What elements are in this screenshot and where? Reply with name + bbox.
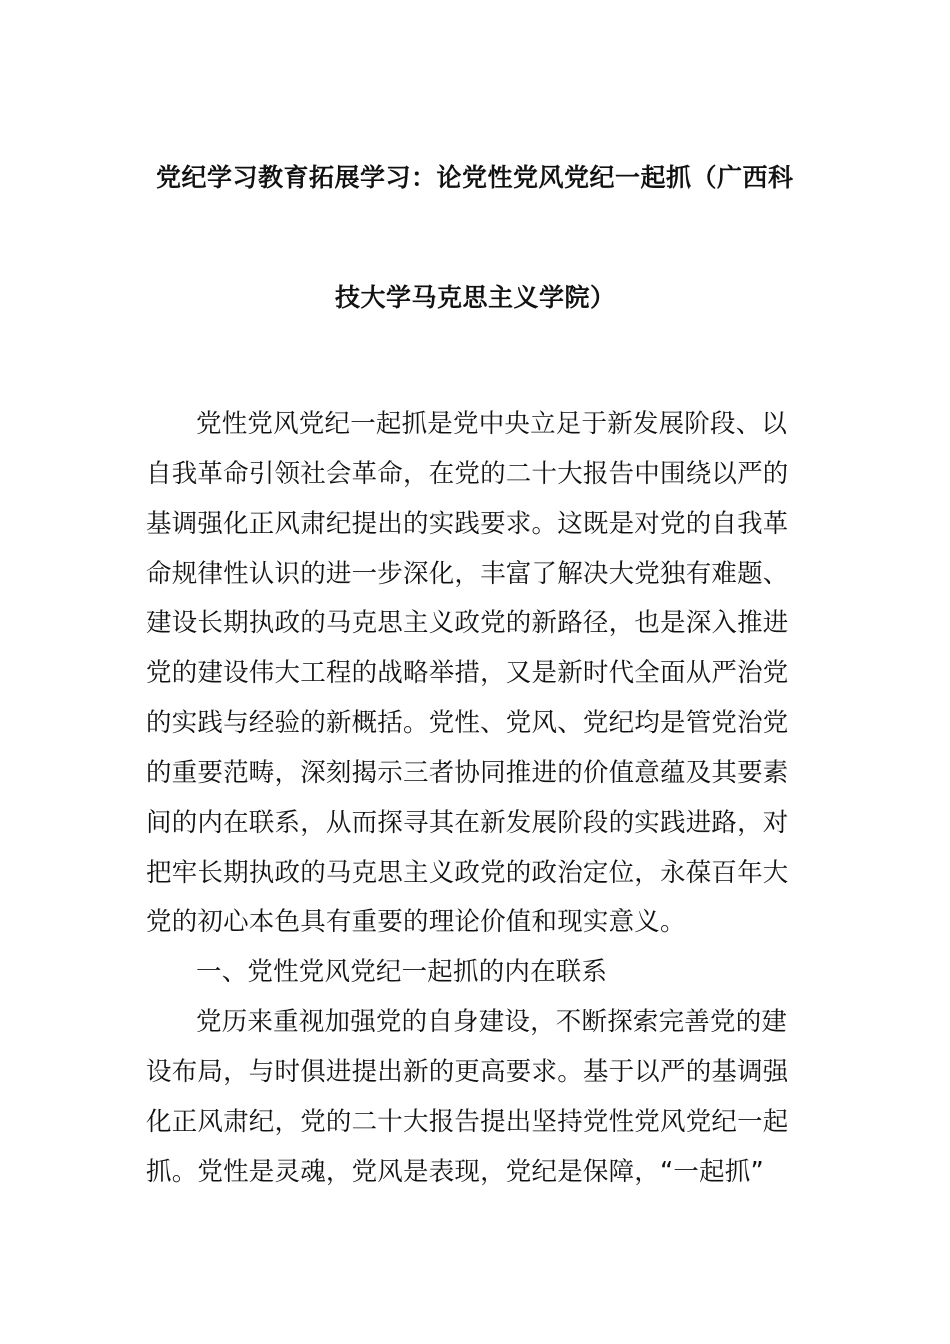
paragraph-intro — [146, 400, 806, 948]
paragraph-line: 党的初心本色具有重要的理论价值和现实意义。 — [146, 907, 686, 938]
paragraph-line: 抓。党性是灵魂，党风是表现，党纪是保障，“一起抓” — [146, 1156, 764, 1187]
paragraph-line: 间的内在联系，从而探寻其在新发展阶段的实践进路，对 — [146, 807, 789, 838]
paragraph-line: 设布局，与时俱进提出新的更高要求。基于以严的基调强 — [146, 1056, 789, 1087]
paragraph-line: 命规律性认识的进一步深化，丰富了解决大党独有难题、 — [146, 558, 789, 589]
paragraph-line: 党性党风党纪一起抓是党中央立足于新发展阶段、以 — [196, 409, 788, 439]
paragraph-line: 化正风肃纪，党的二十大报告提出坚持党性党风党纪一起 — [146, 1106, 789, 1137]
section-heading-text: 一、党性党风党纪一起抓的内在联系 — [196, 957, 608, 988]
document-body — [146, 400, 806, 1198]
document-title-line-2: 技大学马克思主义学院） — [335, 283, 616, 312]
section-heading — [146, 948, 806, 998]
paragraph-line: 建设长期执政的马克思主义政党的新路径，也是深入推进 — [146, 608, 789, 639]
document-title-line-1: 党纪学习教育拓展学习：论党性党风党纪一起抓（广西科 — [156, 163, 794, 192]
paragraph-line: 的重要范畴，深刻揭示三者协同推进的价值意蕴及其要素 — [146, 757, 789, 788]
paragraph-line: 把牢长期执政的马克思主义政党的政治定位，永葆百年大 — [146, 857, 789, 888]
paragraph-line: 自我革命引领社会革命，在党的二十大报告中围绕以严的 — [146, 458, 789, 489]
paragraph-line: 的实践与经验的新概括。党性、党风、党纪均是管党治党 — [146, 708, 789, 739]
paragraph-line: 基调强化正风肃纪提出的实践要求。这既是对党的自我革 — [146, 508, 789, 539]
paragraph-section-1 — [146, 998, 806, 1197]
paragraph-line: 党历来重视加强党的自身建设，不断探索完善党的建 — [196, 1007, 788, 1038]
paragraph-line: 党的建设伟大工程的战略举措，又是新时代全面从严治党 — [146, 658, 789, 689]
